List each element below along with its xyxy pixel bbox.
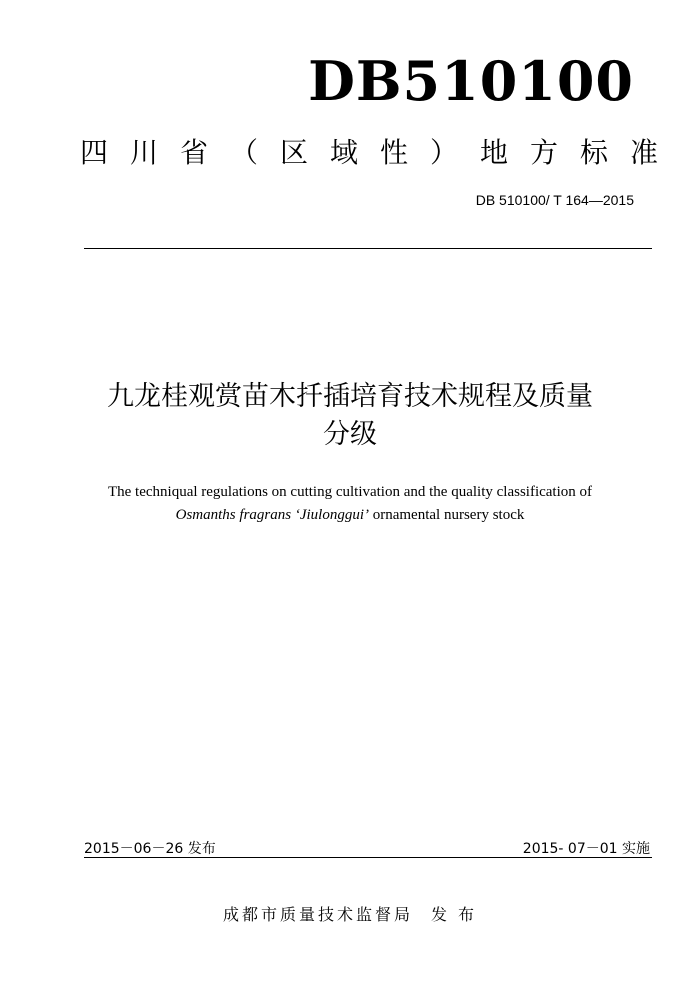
issuer-action: 发 布 <box>430 905 478 924</box>
issuer-line <box>0 902 700 925</box>
implement-date: 2015- 07－01 实施 <box>522 841 650 857</box>
title-english-line-2 <box>0 504 700 527</box>
standard-type: 四川省（区域性）地方标准 <box>80 136 681 169</box>
title-chinese-line-1: 九龙桂观赏苗木扦插培育技术规程及质量 <box>107 381 593 412</box>
title-english-line-2-rest: ornamental nursery stock <box>368 507 525 523</box>
standard-number: DB 510100/ T 164—2015 <box>475 192 634 208</box>
title-english-line-1: The techniqual regulations on cutting cultivation and the quality classification of <box>107 484 593 500</box>
species-name: Osmanths fragrans ‘Jiulonggui’ <box>175 507 369 523</box>
standard-code: DB510100 <box>308 49 634 113</box>
issue-date: 2015－06－26 发布 <box>84 841 216 857</box>
issuer-name: 成都市质量技术监督局 <box>222 905 413 924</box>
header-divider <box>84 248 652 249</box>
title-chinese <box>0 378 700 454</box>
title-english <box>0 481 700 527</box>
title-chinese-line-2: 分级 <box>323 419 377 450</box>
footer-divider <box>84 857 652 858</box>
